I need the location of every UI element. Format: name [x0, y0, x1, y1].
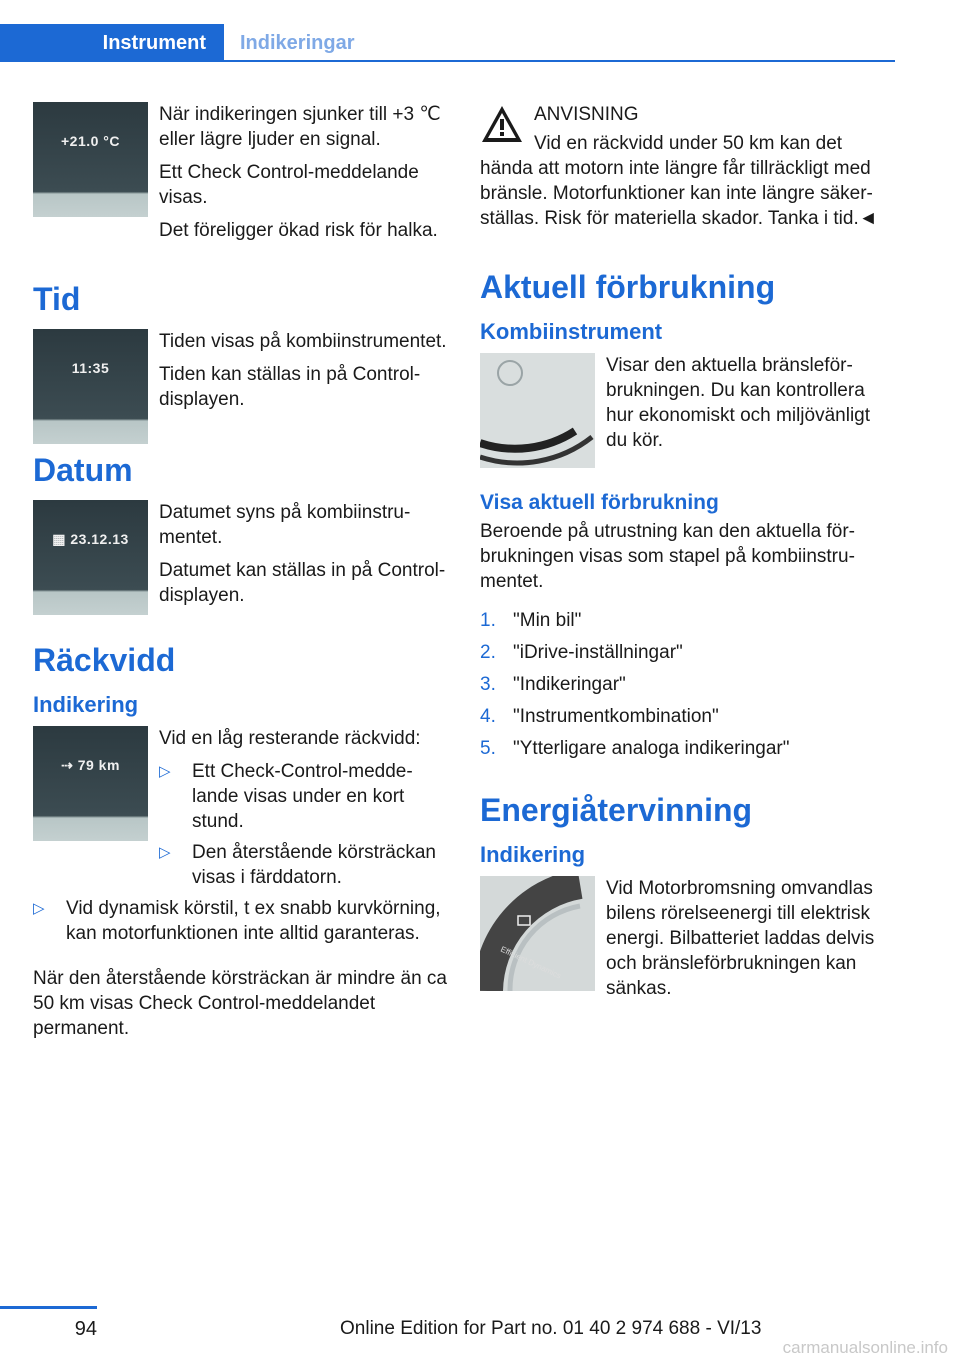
range-closing-text: När den återstående körsträckan är mindre än ca 50 km visas Check Control-meddelandet permanent. [33, 968, 447, 1039]
date-display-image [33, 500, 148, 615]
tab-instrument[interactable]: Instrument [0, 24, 224, 62]
time-heading: Tid [33, 281, 81, 317]
footer-rule [0, 1306, 97, 1309]
notice-text: Vid en räckvidd under 50 km kan det hända att motorn inte längre får tillräckligt med bränsle. Motorfunktioner kan inte längre säkerställas. Risk för materiella skador. Tanka i tid.◄ [480, 133, 878, 229]
date-heading: Datum [33, 452, 133, 488]
step-text: "Min bil" [513, 610, 582, 631]
step-number: 2. [480, 642, 496, 663]
list-item [480, 704, 895, 736]
edition-text: Online Edition for Part no. 01 40 2 974 688 - VI/13 [340, 1318, 762, 1339]
regen-gauge-image [480, 876, 595, 991]
step-number: 5. [480, 738, 496, 759]
step-number: 1. [480, 610, 496, 631]
step-text: "Instrumentkombination" [513, 706, 719, 727]
range-display-image [33, 726, 148, 841]
time-set-text: Tiden kan ställas in på Control-displayen. [159, 364, 421, 410]
step-text: "Ytterligare analoga indikeringar" [513, 738, 790, 759]
range-subheading: Indikering [33, 692, 139, 717]
range-bullet-wide-text: Vid dynamisk körstil, t ex snabb kurvkörning, kan motorfunktionen inte alltid garanteras. [66, 898, 441, 944]
temp-signal-text: När indikeringen sjunker till +3 ℃ eller lägre ljuder en signal. [159, 104, 441, 150]
list-item [480, 736, 895, 768]
range-value: 79 km [77, 757, 120, 773]
watermark: carmanualsonline.info [782, 1338, 948, 1357]
consumption-subheading: Kombiinstrument [480, 319, 663, 344]
notice-title: ANVISNING [534, 104, 639, 125]
list-item [480, 640, 895, 672]
range-heading: Räckvidd [33, 642, 176, 678]
time-display-image [33, 329, 148, 444]
step-number: 4. [480, 706, 496, 727]
calendar-icon: ▦ [52, 531, 71, 547]
regen-description: Vid Motorbromsning omvandlas bilens rörelseenergi till elektrisk energi. Bilbatteriet laddas delvis och bränsleförbrukningen kan sänkas. [606, 878, 875, 999]
step-text: "iDrive-inställningar" [513, 642, 683, 663]
triangle-bullet-icon: ▷ [159, 763, 171, 780]
fuel-pump-icon: ⇢ [61, 757, 78, 773]
triangle-bullet-icon: ▷ [159, 844, 171, 861]
warning-icon [480, 104, 524, 144]
range-bullet [159, 840, 448, 890]
range-bullet-wide [33, 896, 448, 946]
temperature-display-image [33, 102, 148, 217]
date-set-text: Datumet kan ställas in på Control-displayen. [159, 560, 446, 606]
range-bullet-text: Ett Check-Control-meddelande visas under en kort stund. [192, 761, 413, 832]
show-consumption-heading: Visa aktuell förbrukning [480, 491, 719, 514]
date-readout [33, 527, 148, 552]
consumption-gauge-image [480, 353, 595, 468]
efficient-dynamics-label: Efficient Dynamics [499, 944, 563, 981]
list-item [480, 608, 895, 640]
range-readout [33, 753, 148, 778]
temp-risk-text: Det föreligger ökad risk för halka. [159, 220, 438, 241]
steps-list [480, 608, 895, 768]
left-column [33, 102, 448, 1049]
temp-check-control-text: Ett Check Control-meddelande visas. [159, 162, 419, 208]
triangle-bullet-icon: ▷ [33, 900, 45, 917]
date-shown-text: Datumet syns på kombiinstrumentet. [159, 502, 411, 548]
date-value: 23.12.13 [70, 531, 129, 547]
consumption-description: Visar den aktuella bränsleförbrukningen. Du kan kontrollera hur ekonomiskt och miljövänligt du kör. [606, 355, 871, 451]
page-number: 94 [74, 1318, 97, 1340]
tab-underline [224, 60, 895, 62]
time-shown-text: Tiden visas på kombiinstrumentet. [159, 331, 447, 352]
notice-box [480, 102, 895, 231]
time-readout: 11:35 [71, 360, 110, 376]
range-intro-text: Vid en låg resterande räckvidd: [159, 728, 421, 749]
outside-temp-section [33, 102, 448, 243]
regen-subheading: Indikering [480, 842, 586, 867]
step-number: 3. [480, 674, 496, 695]
temperature-readout: +21.0 °C [60, 133, 121, 149]
tab-indikeringar[interactable]: Indikeringar [240, 31, 355, 54]
range-bullet [159, 759, 448, 834]
range-bullet-text: Den återstående körsträckan visas i färddatorn. [192, 842, 436, 888]
list-item [480, 672, 895, 704]
chapter-tabbar [0, 24, 895, 62]
show-consumption-text: Beroende på utrustning kan den aktuella förbrukningen visas som stapel på kombiinstrumentet. [480, 521, 855, 592]
step-text: "Indikeringar" [513, 674, 626, 695]
regen-heading: Energiåtervinning [480, 792, 753, 828]
right-column [480, 102, 895, 1009]
gauge-dial-icon [480, 353, 595, 468]
regen-dial-icon [480, 876, 595, 991]
consumption-heading: Aktuell förbrukning [480, 269, 776, 305]
